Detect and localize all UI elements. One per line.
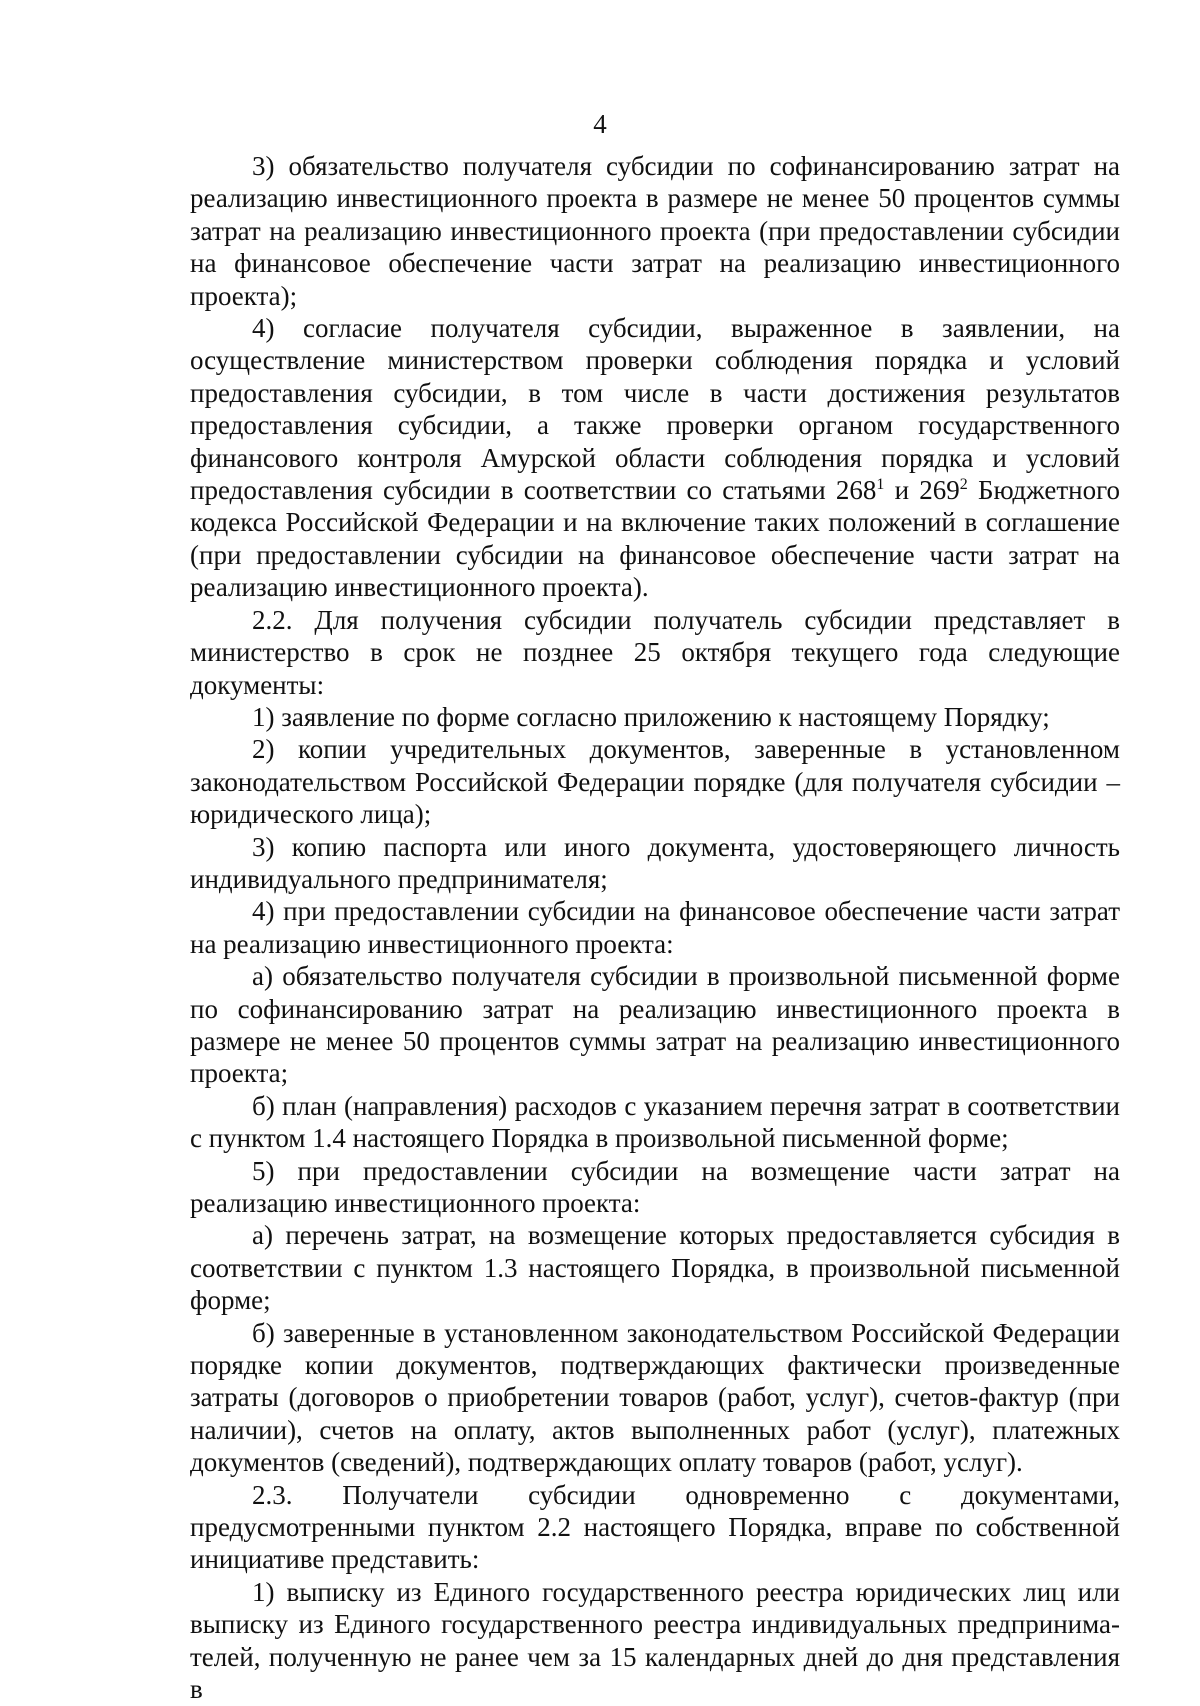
- paragraph-passport-copy: 3) копию паспорта или иного документа, удостоверяющего личность индивидуального предпринимателя;: [190, 831, 1120, 894]
- paragraph-certified-copies: б) заверенные в установленном законодательством Российской Федерации порядке копии документов, подтверждающих фактически произведенные затраты (договоров о приобретении товаров (работ, услуг), счетов-фактур (при наличии), счетов на оплату, актов выполненных работ (услуг), платежных документов (сведений), подтверждающих оплату товаров (работ, услуг).: [190, 1317, 1120, 1478]
- paragraph-expense-plan: б) план (направления) расходов с указанием перечня затрат в соответствии с пунктом 1.4 настоящего Порядка в произвольной письменной форме;: [190, 1090, 1120, 1154]
- paragraph-section-2-3: 2.3. Получатели субсидии одновременно с документами, предусмотренными пунктом 2.2 настоящего Порядка, вправе по собственной инициативе представить:: [190, 1479, 1120, 1575]
- paragraph-founding-documents: 2) копии учредительных документов, заверенные в установленном законодательством Российской Федерации порядке (для получателя субсидии – юридического лица);: [190, 734, 1120, 830]
- article-269: $269^2$: [919, 475, 968, 506]
- paragraph-reimbursement: 5) при предоставлении субсидии на возмещение части затрат на реализацию инвестиционного проекта:: [190, 1155, 1120, 1218]
- article-268: $268^1$: [835, 475, 885, 506]
- paragraph-cost-list: а) перечень затрат, на возмещение которых предоставляется субсидия в соответствии с пунктом 1.3 настоящего Порядка, в произвольной письменной форме;: [190, 1220, 1120, 1316]
- paragraph-text: Бюджетного кодекса Российской Федерации и на включение таких положений в соглашение (при предоставлении субсидии на финансовое обеспечение части затрат на реализацию инвестиционного проекта).: [190, 475, 1120, 603]
- paragraph-obligation-written: а) обязательство получателя субсидии в произвольной письменной форме по софинансированию затрат на реализацию инвестиционного проекта в размере не менее 50 процентов суммы затрат на реализацию инвестиционного проекта;: [190, 961, 1120, 1089]
- paragraph-obligation-cofinancing: 3) обязательство получателя субсидии по софинансированию затрат на реализацию инвестиционного проекта в размере не менее 50 процентов суммы затрат на реализацию инвестиционного проекта (при предоставлении субсидии на финансовое обеспечение части затрат на реализацию инвестиционного проекта);: [190, 151, 1120, 311]
- paragraph-consent-inspection: 4) согласие получателя субсидии, выраженное в заявлении, на осуществление министерством проверки соблюдения порядка и условий предоставления субсидии, в том числе в части достижения результатов предоставления субсидии, а также проверки органом государственного финансового контроля Амурской области соблюдения порядка и условий предоставления субсидии в соответствии со статьями $268^1$ и $269^2$ Бюджетного кодекса Российской Федерации и на включение таких положений в соглашение (при предоставлении субсидии на финансовое обеспечение части затрат на реализацию инвестиционного проекта).: [190, 313, 1120, 603]
- paragraph-registry-extract: 1) выписку из Единого государственного реестра юридических лиц или выписку из Единого государственного реестра индивидуальных предпринимателей, полученную не ранее чем за 15 календарных дней до дня представления в: [190, 1576, 1120, 1705]
- paragraph-application: 1) заявление по форме согласно приложению к настоящему Порядку;: [252, 701, 1050, 732]
- paragraph-section-2-2: 2.2. Для получения субсидии получатель субсидии представляет в министерство в срок не позднее 25 октября текущего года следующие документы:: [190, 604, 1120, 700]
- document-body: [190, 150, 1120, 1706]
- page-number: 4: [593, 109, 607, 139]
- paragraph-text: 4) согласие получателя субсидии, выраженное в заявлении, на осуществление министерством проверки соблюдения порядка и условий предоставления субсидии, в том числе в части достижения результатов предоставления субсидии, а также проверки органом государственного финансового контроля Амурской области соблюдения порядка и условий предоставления субсидии в соответствии со статьями: [190, 313, 1120, 506]
- paragraph-financial-support: 4) при предоставлении субсидии на финансовое обеспечение части затрат на реализацию инвестиционного проекта:: [190, 896, 1120, 959]
